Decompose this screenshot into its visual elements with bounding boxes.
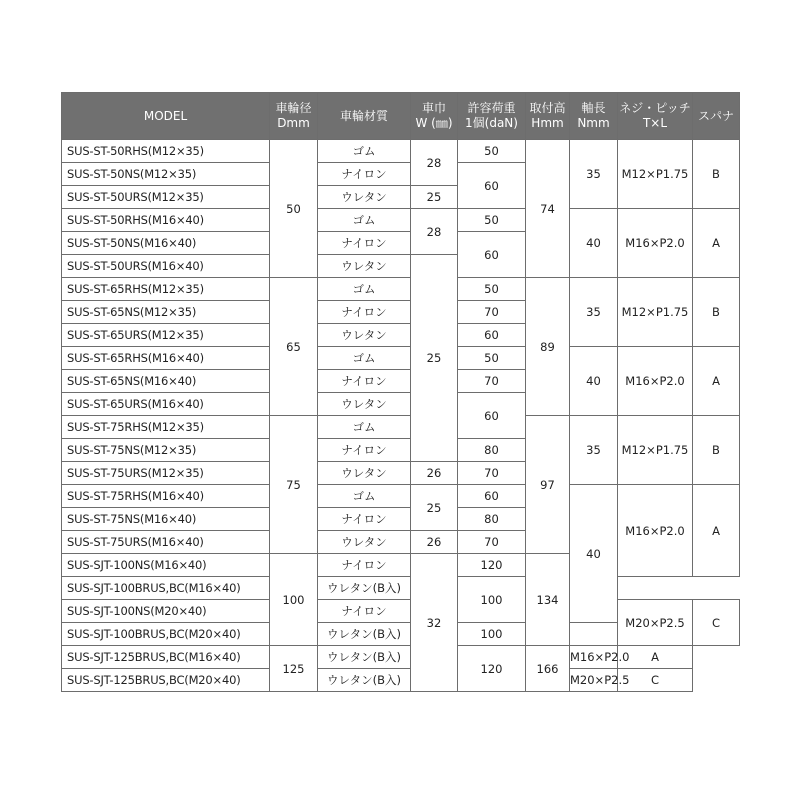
material-cell: ナイロン <box>318 508 411 531</box>
material-cell: ゴム <box>318 140 411 163</box>
load-cell: 60 <box>458 163 526 209</box>
model-cell: SUS-ST-65RHS(M12×35) <box>62 278 270 301</box>
axle-length-cell: 40 <box>570 347 618 416</box>
load-cell: 50 <box>458 347 526 370</box>
thread-cell: M12×P1.75 <box>618 278 693 347</box>
load-cell: 70 <box>458 531 526 554</box>
model-cell: SUS-ST-65NS(M16×40) <box>62 370 270 393</box>
load-cell: 60 <box>458 393 526 439</box>
material-cell: ゴム <box>318 416 411 439</box>
material-cell: ナイロン <box>318 163 411 186</box>
material-cell: ゴム <box>318 209 411 232</box>
header-spanner: スパナ <box>693 93 740 140</box>
axle-length-cell: 35 <box>570 278 618 347</box>
model-cell: SUS-SJT-100NS(M16×40) <box>62 554 270 577</box>
spanner-cell: B <box>693 140 740 209</box>
load-cell: 60 <box>458 232 526 278</box>
load-cell: 50 <box>458 209 526 232</box>
material-cell: ナイロン <box>318 370 411 393</box>
material-cell: ウレタン(B入) <box>318 646 411 669</box>
load-cell: 50 <box>458 278 526 301</box>
model-cell: SUS-ST-65URS(M16×40) <box>62 393 270 416</box>
model-cell: SUS-ST-50URS(M12×35) <box>62 186 270 209</box>
model-cell: SUS-ST-75URS(M16×40) <box>62 531 270 554</box>
table-row <box>62 485 740 508</box>
header-mount-height: 取付高 Hmm <box>526 93 570 140</box>
width-cell: 26 <box>411 531 458 554</box>
model-cell: SUS-ST-75NS(M16×40) <box>62 508 270 531</box>
width-cell: 28 <box>411 140 458 186</box>
model-cell: SUS-ST-75URS(M12×35) <box>62 462 270 485</box>
width-cell: 25 <box>411 186 458 209</box>
thread-cell: M12×P1.75 <box>618 416 693 485</box>
width-cell: 28 <box>411 209 458 255</box>
material-cell: ナイロン <box>318 232 411 255</box>
load-cell: 70 <box>458 370 526 393</box>
material-cell: ウレタン <box>318 255 411 278</box>
model-cell: SUS-ST-65NS(M12×35) <box>62 301 270 324</box>
thread-cell: M16×P2.0 <box>618 209 693 278</box>
table-row <box>62 209 740 232</box>
axle-length-cell: 35 <box>570 140 618 209</box>
table-row <box>62 416 740 439</box>
wheel-diameter-cell: 65 <box>270 278 318 416</box>
mount-height-cell: 97 <box>526 416 570 554</box>
header-row <box>62 93 740 140</box>
header-wheel-material: 車輪材質 <box>318 93 411 140</box>
spanner-cell: C <box>618 669 693 692</box>
axle-length-cell: 35 <box>570 416 618 485</box>
wheel-diameter-cell: 75 <box>270 416 318 554</box>
model-cell: SUS-ST-65RHS(M16×40) <box>62 347 270 370</box>
spanner-cell: A <box>618 646 693 669</box>
spanner-cell: A <box>693 347 740 416</box>
mount-height-cell: 89 <box>526 278 570 416</box>
mount-height-cell: 166 <box>526 646 570 692</box>
material-cell: ウレタン <box>318 393 411 416</box>
material-cell: ナイロン <box>318 600 411 623</box>
axle-length-cell: 40 <box>570 209 618 278</box>
model-cell: SUS-ST-50URS(M16×40) <box>62 255 270 278</box>
material-cell: ナイロン <box>318 439 411 462</box>
model-cell: SUS-ST-75RHS(M12×35) <box>62 416 270 439</box>
spanner-cell: A <box>693 485 740 577</box>
model-cell: SUS-ST-50NS(M12×35) <box>62 163 270 186</box>
mount-height-cell: 134 <box>526 554 570 646</box>
material-cell: ウレタン(B入) <box>318 623 411 646</box>
spanner-cell: A <box>693 209 740 278</box>
material-cell: ゴム <box>318 278 411 301</box>
load-cell: 80 <box>458 439 526 462</box>
model-cell: SUS-ST-50NS(M16×40) <box>62 232 270 255</box>
load-cell: 60 <box>458 485 526 508</box>
load-cell: 50 <box>458 140 526 163</box>
model-cell: SUS-ST-75RHS(M16×40) <box>62 485 270 508</box>
thread-cell: M12×P1.75 <box>618 140 693 209</box>
load-cell: 70 <box>458 462 526 485</box>
material-cell: ウレタン(B入) <box>318 577 411 600</box>
material-cell: ウレタン <box>318 324 411 347</box>
header-load: 許容荷重 1個(daN) <box>458 93 526 140</box>
material-cell: ウレタン <box>318 186 411 209</box>
thread-cell: M16×P2.0 <box>570 646 618 669</box>
model-cell: SUS-SJT-100BRUS,BC(M16×40) <box>62 577 270 600</box>
axle-length-cell: 40 <box>570 485 618 623</box>
thread-cell: M20×P2.5 <box>618 600 693 646</box>
header-wheel-diameter: 車輪径 Dmm <box>270 93 318 140</box>
table-row <box>62 140 740 163</box>
load-cell: 120 <box>458 646 526 692</box>
load-cell: 100 <box>458 577 526 623</box>
width-cell: 26 <box>411 462 458 485</box>
model-cell: SUS-SJT-100BRUS,BC(M20×40) <box>62 623 270 646</box>
load-cell: 80 <box>458 508 526 531</box>
table-row <box>62 669 740 692</box>
load-cell: 120 <box>458 554 526 577</box>
table-row <box>62 646 740 669</box>
table-row <box>62 577 740 600</box>
material-cell: ウレタン <box>318 531 411 554</box>
model-cell: SUS-ST-50RHS(M12×35) <box>62 140 270 163</box>
model-cell: SUS-ST-75NS(M12×35) <box>62 439 270 462</box>
thread-cell: M16×P2.0 <box>618 485 693 577</box>
table-row <box>62 600 740 623</box>
model-cell: SUS-ST-50RHS(M16×40) <box>62 209 270 232</box>
material-cell: ウレタン(B入) <box>318 669 411 692</box>
material-cell: ゴム <box>318 485 411 508</box>
table-row <box>62 278 740 301</box>
thread-cell: M16×P2.0 <box>618 347 693 416</box>
material-cell: ナイロン <box>318 301 411 324</box>
material-cell: ウレタン <box>318 462 411 485</box>
spanner-cell: B <box>693 278 740 347</box>
header-axle-length: 軸長 Nmm <box>570 93 618 140</box>
model-cell: SUS-SJT-125BRUS,BC(M20×40) <box>62 669 270 692</box>
spanner-cell: C <box>693 600 740 646</box>
header-width: 車巾 W (㎜) <box>411 93 458 140</box>
mount-height-cell: 74 <box>526 140 570 278</box>
width-cell: 25 <box>411 255 458 462</box>
table-row <box>62 347 740 370</box>
load-cell: 60 <box>458 324 526 347</box>
spanner-cell: B <box>693 416 740 485</box>
material-cell: ナイロン <box>318 554 411 577</box>
model-cell: SUS-SJT-100NS(M20×40) <box>62 600 270 623</box>
load-cell: 100 <box>458 623 526 646</box>
spec-table <box>61 92 740 692</box>
model-cell: SUS-ST-65URS(M12×35) <box>62 324 270 347</box>
load-cell: 70 <box>458 301 526 324</box>
material-cell: ゴム <box>318 347 411 370</box>
width-cell: 32 <box>411 554 458 692</box>
wheel-diameter-cell: 125 <box>270 646 318 692</box>
wheel-diameter-cell: 100 <box>270 554 318 646</box>
thread-cell: M20×P2.5 <box>570 669 618 692</box>
wheel-diameter-cell: 50 <box>270 140 318 278</box>
header-model: MODEL <box>62 93 270 140</box>
header-thread: ネジ・ピッチ T×L <box>618 93 693 140</box>
width-cell: 25 <box>411 485 458 531</box>
model-cell: SUS-SJT-125BRUS,BC(M16×40) <box>62 646 270 669</box>
